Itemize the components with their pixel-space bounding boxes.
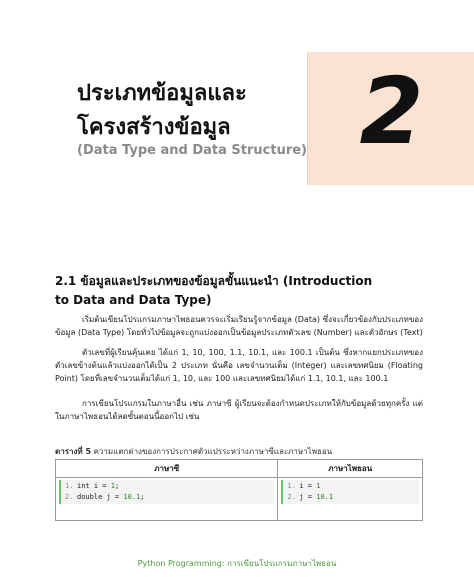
code-number: 1 (110, 482, 115, 490)
section-heading: 2.1 ข้อมูลและประเภทของข้อมูลขั้นแนะนำ (Introduction to Data and Data Type) (55, 274, 373, 307)
code-number: 10.1 (123, 493, 141, 501)
code-text: ; (114, 482, 120, 490)
code-line (287, 481, 415, 492)
column-header-c: ภาษาซี (56, 460, 278, 478)
code-line (65, 492, 270, 503)
table-caption (55, 445, 332, 458)
python-code-cell (278, 478, 423, 521)
code-line (287, 492, 415, 503)
chapter-title-line1: ประเภทข้อมูลและ (77, 81, 247, 106)
code-text: int i = (77, 482, 111, 490)
column-header-python: ภาษาไพธอน (278, 460, 423, 478)
line-number: 2. (65, 493, 74, 501)
line-number: 1. (287, 482, 296, 490)
chapter-title-line2: โครงสร้างข้อมูล (77, 115, 231, 140)
chapter-number: 2 (359, 58, 424, 165)
c-code-block (59, 480, 274, 504)
chapter-subtitle: (Data Type and Data Structure) (77, 143, 307, 158)
paragraph-intro: เริ่มต้นเขียนโปรแกรมภาษาไพธอนควรจะเริ่มเรียนรู้จากข้อมูล (Data) ซึ่งจะเกี่ยวข้องกับประเภทของข้อมูล (Data Type) โดยทั่วไปข้อมูลจะถูกแบ่งออกเป็นข้อมูลประเภทตัวเลข (Number) และตัวอักษร (Text) (55, 315, 423, 337)
page-footer: Python Programming: การเขียนโปรแกรมภาษาไพธอน (137, 559, 337, 568)
code-number: 1 (316, 482, 321, 490)
paragraph-numbers: ตัวเลขที่ผู้เรียนคุ้นเคย ได้แก่ 1, 10, 100, 1.1, 10.1, และ 100.1 เป็นต้น ซึ่งหากแยกประเภทของตัวเลขข้างต้นแล้วแบ่งออกได้เป็น 2 ประเภท นั่นคือ เลขจำนวนเต็ม (Integer) และเลขทศนิยม (Floating Point) โดยที่เลขจำนวนเต็มได้แก่ 1, 10, และ 100 และเลขทศนิยมได้แก่ 1.1, 10.1, และ 100.1 (55, 348, 423, 383)
c-code-cell (56, 478, 278, 521)
code-line (65, 481, 270, 492)
line-number: 2. (287, 493, 296, 501)
chapter-number-box (307, 52, 474, 185)
table-caption-text: ความแตกต่างของการประกาศตัวแปรระหว่างภาษาซีและภาษาไพธอน (93, 447, 333, 456)
python-code-block (281, 480, 419, 504)
paragraph-other-languages: การเขียนโปรแกรมในภาษาอื่น เช่น ภาษาซี ผู้เรียนจะต้องกำหนดประเภทให้กับข้อมูลด้วยทุกครั้ง แต่ในภาษาไพธอนได้ลดขั้นตอนนี้ออกไป เช่น (55, 399, 423, 421)
code-text: i = (299, 482, 317, 490)
comparison-table (55, 459, 423, 521)
table-caption-label: ตารางที่ 5 (55, 447, 92, 456)
line-number: 1. (65, 482, 74, 490)
code-text: j = (299, 493, 317, 501)
code-text: double j = (77, 493, 124, 501)
code-text: ; (140, 493, 145, 501)
code-number: 10.1 (316, 493, 334, 501)
